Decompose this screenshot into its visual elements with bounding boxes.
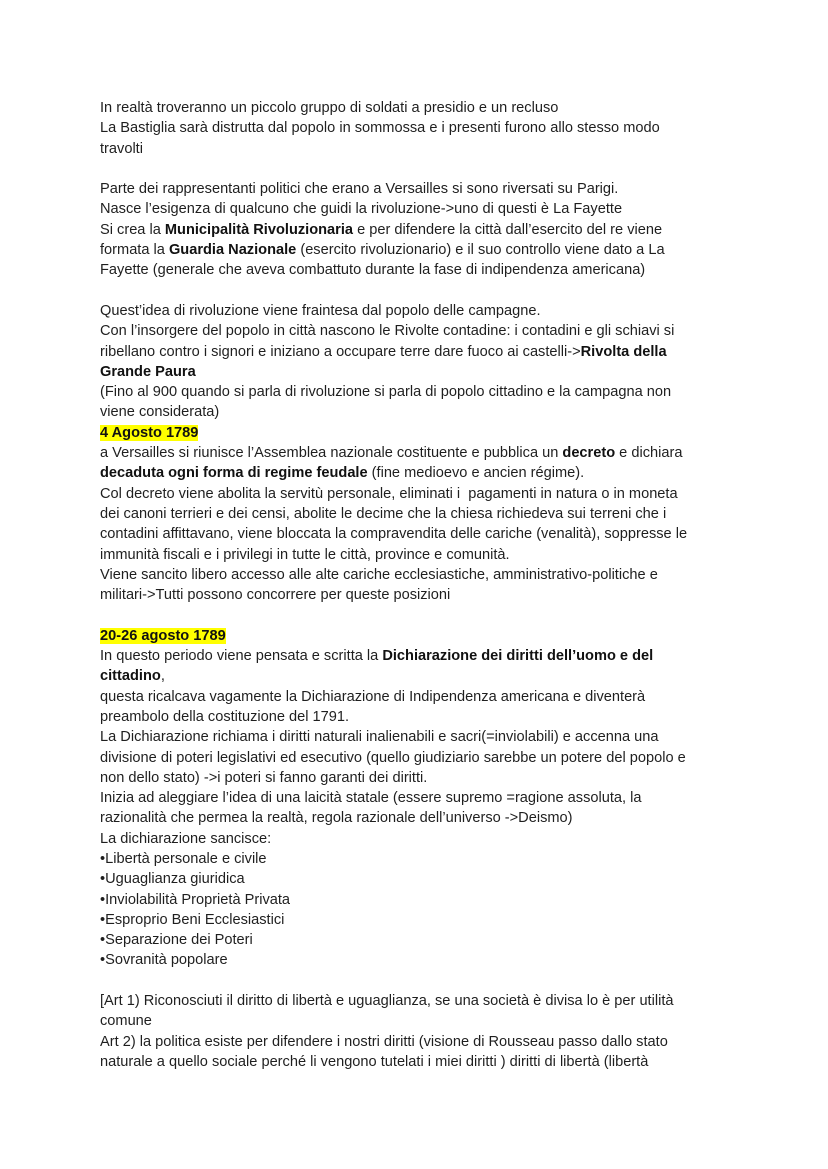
bold-term: cittadino bbox=[100, 668, 161, 685]
bullet-list bbox=[100, 849, 725, 971]
paragraph-bastiglia bbox=[100, 98, 725, 159]
highlighted-date: 4 Agosto 1789 bbox=[100, 424, 199, 441]
text-line: [Art 1) Riconosciuti il diritto di libertà e uguaglianza, se una società è divisa lo è per utilità bbox=[100, 993, 674, 1010]
text-line: La Bastiglia sarà distrutta dal popolo in sommossa e i presenti furono allo stesso modo bbox=[100, 120, 660, 137]
highlighted-date: 20-26 agosto 1789 bbox=[100, 627, 226, 644]
bold-term: decaduta ogni forma di regime feudale bbox=[100, 465, 368, 482]
bold-term: Municipalità Rivoluzionaria bbox=[164, 221, 354, 238]
text-line: non dello stato) ->i poteri si fanno garanti dei diritti. bbox=[100, 769, 428, 786]
bold-term: Guardia Nazionale bbox=[168, 242, 297, 259]
text-line: viene considerata) bbox=[100, 404, 220, 421]
text-line: In realtà troveranno un piccolo gruppo di soldati a presidio e un recluso bbox=[100, 100, 559, 116]
paragraph-grande-paura bbox=[100, 301, 725, 423]
text-line: Art 2) la politica esiste per difendere i nostri diritti (visione di Rousseau passo dallo stato bbox=[100, 1033, 668, 1050]
text-line: decaduta ogni forma di regime feudale (fine medioevo e ancien régime). bbox=[100, 465, 585, 482]
bold-term: decreto bbox=[562, 445, 616, 462]
bold-term: Rivolta della bbox=[580, 343, 667, 360]
text-line: ribellano contro i signori e iniziano a occupare terre dare fuoco ai castelli->Rivolta della bbox=[100, 343, 667, 360]
text-line: Fayette (generale che aveva combattuto durante la fase di indipendenza americana) bbox=[100, 262, 646, 279]
text-line: razionalità che permea la realtà, regola razionale dell’universo ->Deismo) bbox=[100, 810, 573, 827]
text-line bbox=[100, 362, 725, 382]
text-line: comune bbox=[100, 1013, 152, 1030]
text-line: militari->Tutti possono concorrere per queste posizioni bbox=[100, 587, 451, 604]
text-line: Con l’insorgere del popolo in città nascono le Rivolte contadine: i contadini e gli schiavi si bbox=[100, 323, 675, 340]
text-line: travolti bbox=[100, 140, 143, 157]
text-line: La dichiarazione sancisce: bbox=[100, 830, 272, 847]
text-line: immunità fiscali e i privilegi in tutte le città, province e comunità. bbox=[100, 546, 510, 563]
section-20-26-agosto bbox=[100, 626, 725, 971]
list-item: •Separazione dei Poteri bbox=[100, 932, 253, 949]
text-line: divisione di poteri legislativi ed esecutivo (quello giudiziario sarebbe un potere del popolo e bbox=[100, 749, 686, 766]
text-line: Col decreto viene abolita la servitù personale, eliminati i pagamenti in natura o in moneta bbox=[100, 485, 678, 502]
text-line: contadini affittavano, viene bloccata la compravendita delle cariche (venalità), soppresse le bbox=[100, 526, 688, 543]
paragraph-municipalita bbox=[100, 179, 725, 280]
text-line: Quest’idea di rivoluzione viene fraintesa dal popolo delle campagne. bbox=[100, 302, 541, 319]
text-line: (Fino al 900 quando si parla di rivoluzione si parla di popolo cittadino e la campagna non bbox=[100, 384, 672, 401]
text-line: a Versailles si riunisce l’Assemblea nazionale costituente e pubblica un decreto e dichiara bbox=[100, 445, 683, 462]
text-line: In questo periodo viene pensata e scritta la Dichiarazione dei diritti dell’uomo e del bbox=[100, 648, 654, 665]
list-item: •Esproprio Beni Ecclesiastici bbox=[100, 911, 285, 928]
section-4-agosto bbox=[100, 423, 725, 606]
text-line: Viene sancito libero accesso alle alte cariche ecclesiastiche, amministrativo-politiche e bbox=[100, 566, 658, 583]
paragraph-articoli bbox=[100, 991, 725, 1072]
list-item: •Libertà personale e civile bbox=[100, 850, 267, 867]
bold-term: Dichiarazione dei diritti dell’uomo e del bbox=[382, 648, 654, 665]
text-line: Parte dei rappresentanti politici che erano a Versailles si sono riversati su Parigi. bbox=[100, 181, 619, 198]
text-line: La Dichiarazione richiama i diritti naturali inalienabili e sacri(=inviolabili) e accenna una bbox=[100, 729, 659, 746]
text-line: formata la Guardia Nazionale (esercito rivoluzionario) e il suo controllo viene dato a La bbox=[100, 242, 665, 259]
bold-term: Grande Paura bbox=[100, 363, 196, 380]
document-page bbox=[100, 98, 725, 1072]
text-line: cittadino, bbox=[100, 668, 165, 685]
text-line: Nasce l’esigenza di qualcuno che guidi la rivoluzione->uno di questi è La Fayette bbox=[100, 201, 623, 218]
list-item: •Sovranità popolare bbox=[100, 952, 228, 969]
text-line: preambolo della costituzione del 1791. bbox=[100, 708, 350, 725]
list-item: •Inviolabilità Proprietà Privata bbox=[100, 891, 291, 908]
text-line: dei canoni terrieri e dei censi, abolite le decime che la chiesa richiedeva sui terreni che i bbox=[100, 505, 667, 522]
list-item: •Uguaglianza giuridica bbox=[100, 871, 245, 888]
text-line: Si crea la Municipalità Rivoluzionaria e per difendere la città dall’esercito del re viene bbox=[100, 221, 663, 238]
text-line: Inizia ad aleggiare l’idea di una laicità statale (essere supremo =ragione assoluta, la bbox=[100, 790, 642, 807]
text-line: naturale a quello sociale perché li vengono tutelati i miei diritti ) diritti di libertà (libertà bbox=[100, 1053, 649, 1070]
text-line: questa ricalcava vagamente la Dichiarazione di Indipendenza americana e diventerà bbox=[100, 688, 646, 705]
